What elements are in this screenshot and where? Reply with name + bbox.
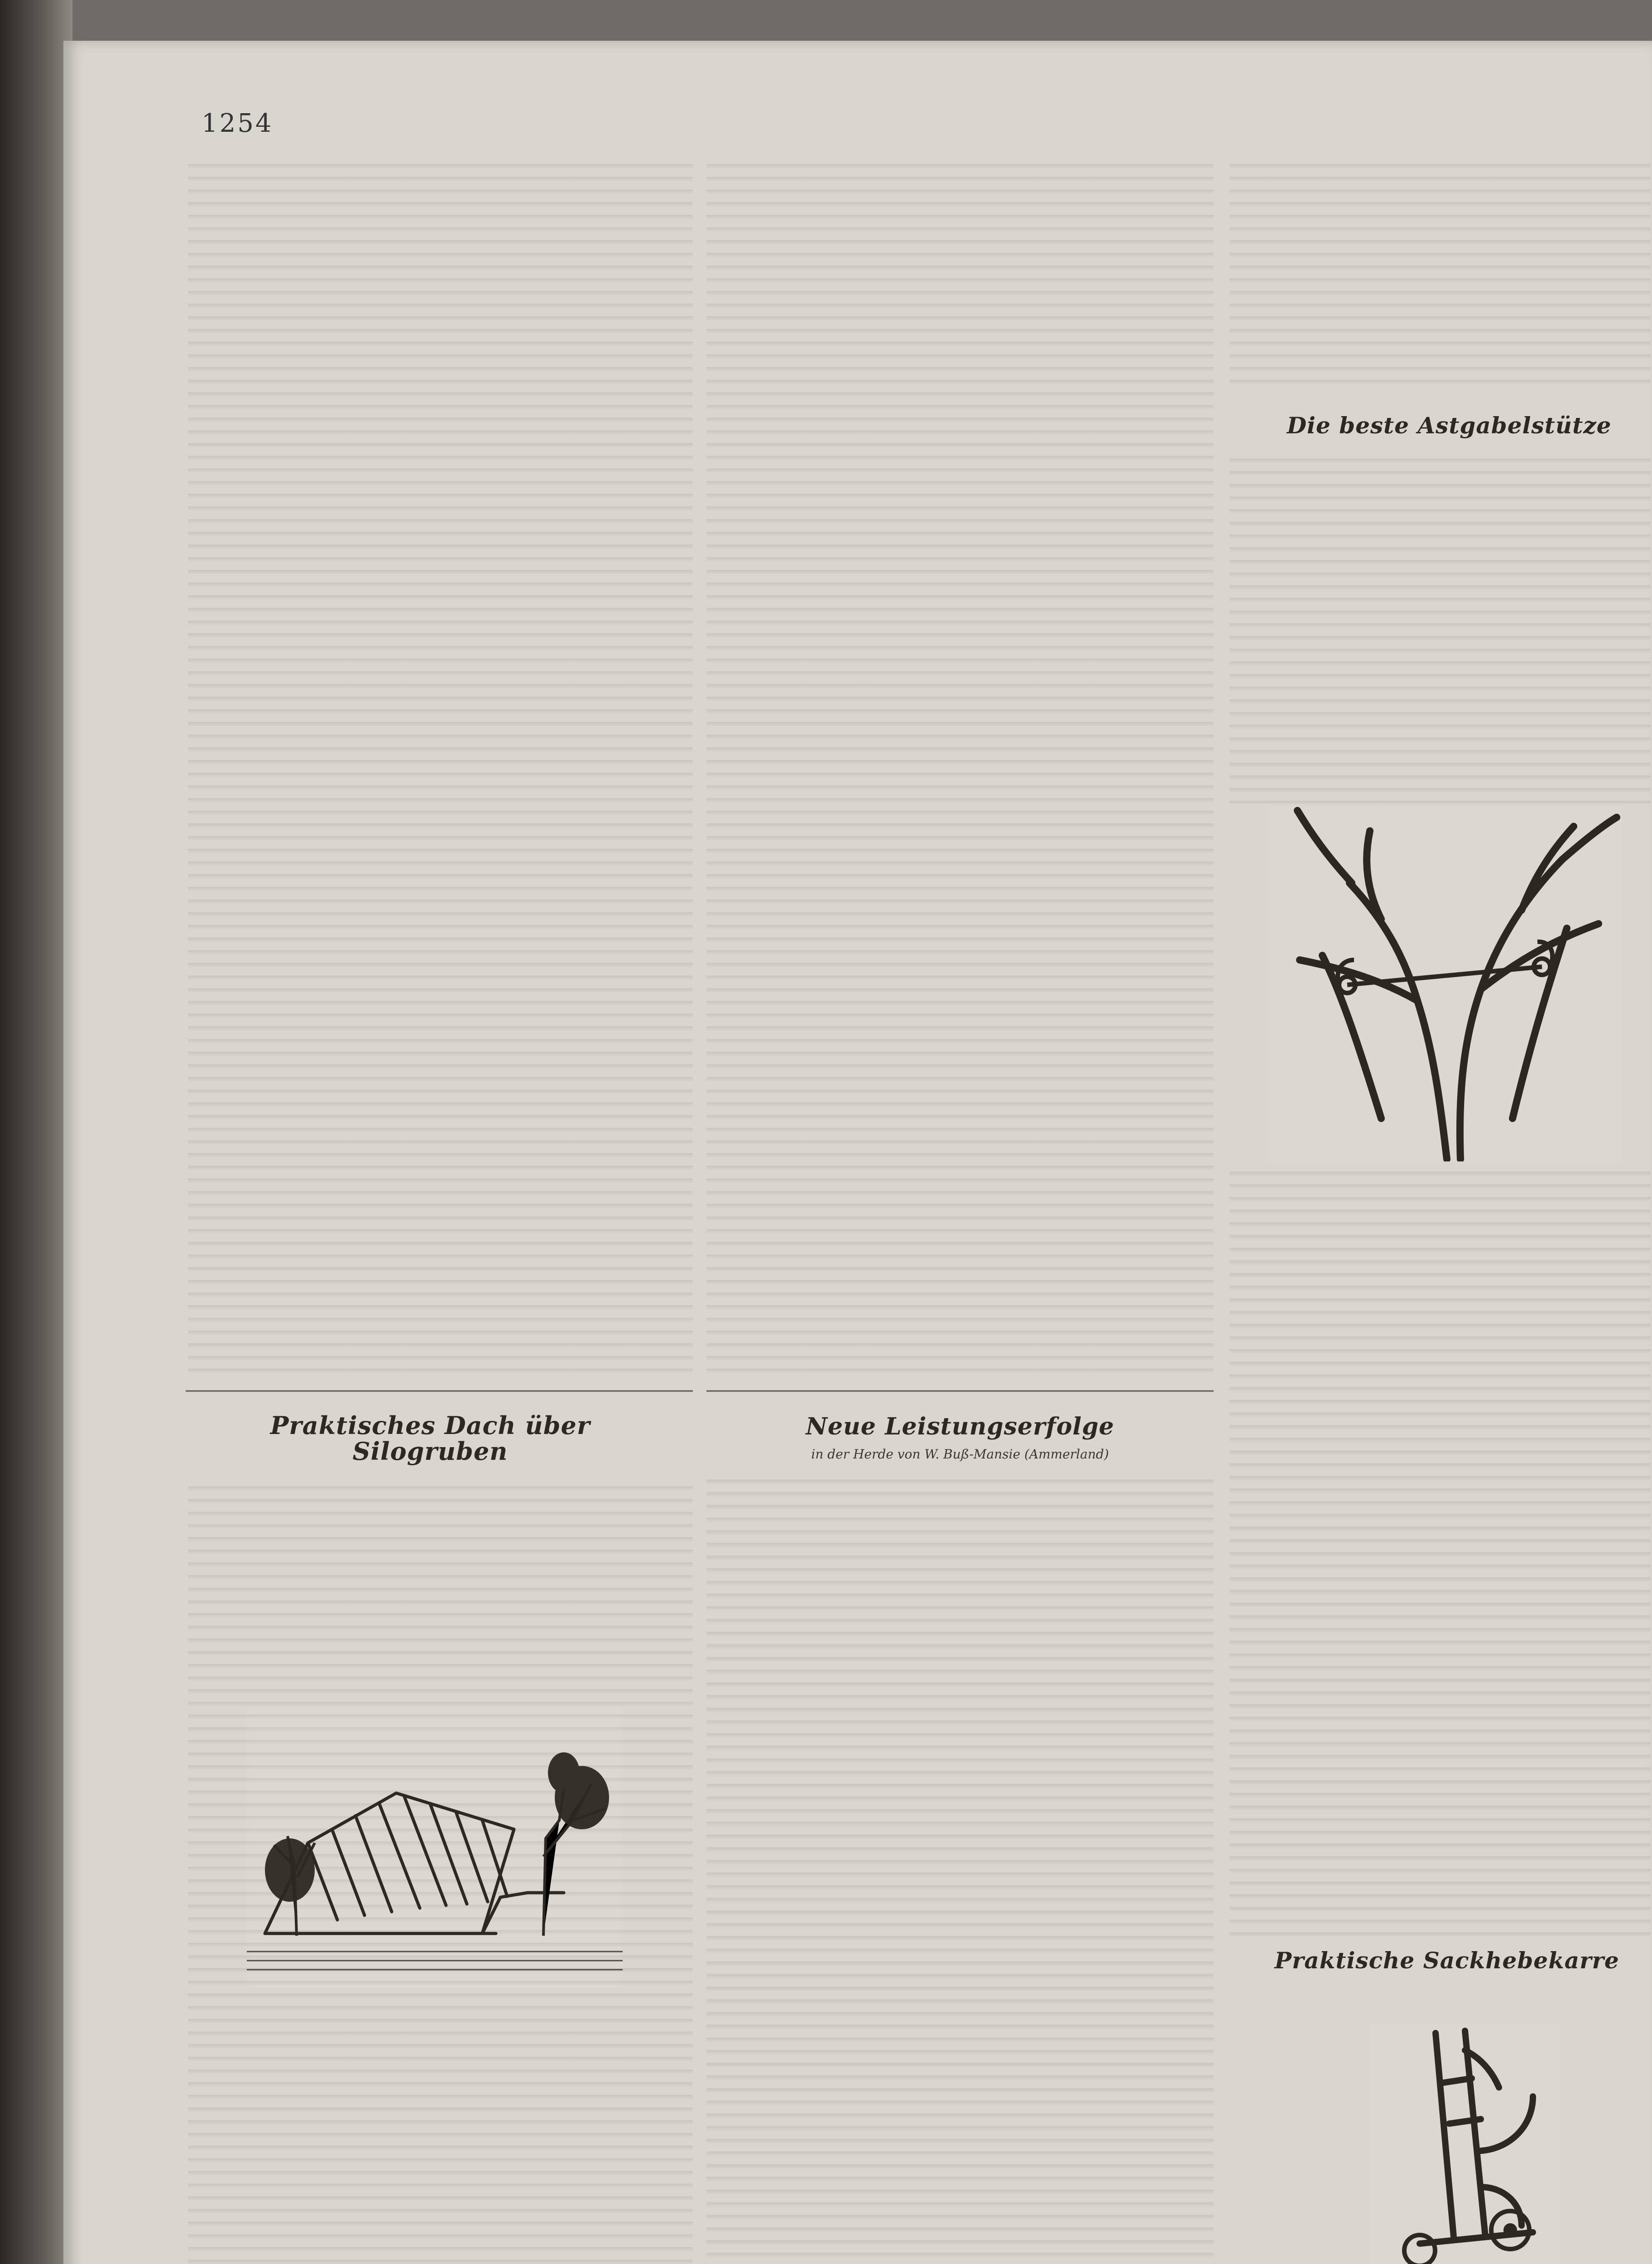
section-separator-middle <box>706 1390 1214 1392</box>
binding-edge <box>0 0 72 2264</box>
bottom-left-text-block <box>188 1478 693 2264</box>
bottom-middle-text-block <box>706 1472 1214 2264</box>
new-performance-title: Neue Leistungserfolge <box>806 1413 1114 1440</box>
branch-support-title: Die beste Astgabelstütze <box>1287 412 1612 439</box>
top-right-upper-text-block <box>1229 156 1651 392</box>
right-lower-text-block <box>1229 1164 1651 1938</box>
right-middle-text-block <box>1229 451 1651 804</box>
page-number: 1254 <box>202 109 274 138</box>
sack-cart-icon <box>1370 2024 1560 2264</box>
sack-cart-illustration <box>1370 2024 1560 2264</box>
top-middle-text-block <box>706 156 1214 1374</box>
newspaper-page <box>63 41 1652 2264</box>
new-performance-subtitle: in der Herde von W. Buß-Mansie (Ammerland) <box>811 1447 1109 1462</box>
tree-branch-support-icon <box>1268 806 1621 1161</box>
silo-roof-title: Praktisches Dach über Silogruben <box>270 1411 591 1466</box>
sack-cart-title: Praktische Sackhebekarre <box>1274 1947 1619 1974</box>
branch-support-illustration <box>1268 806 1621 1161</box>
section-separator-left <box>186 1390 693 1392</box>
top-left-text-block <box>188 156 693 1374</box>
